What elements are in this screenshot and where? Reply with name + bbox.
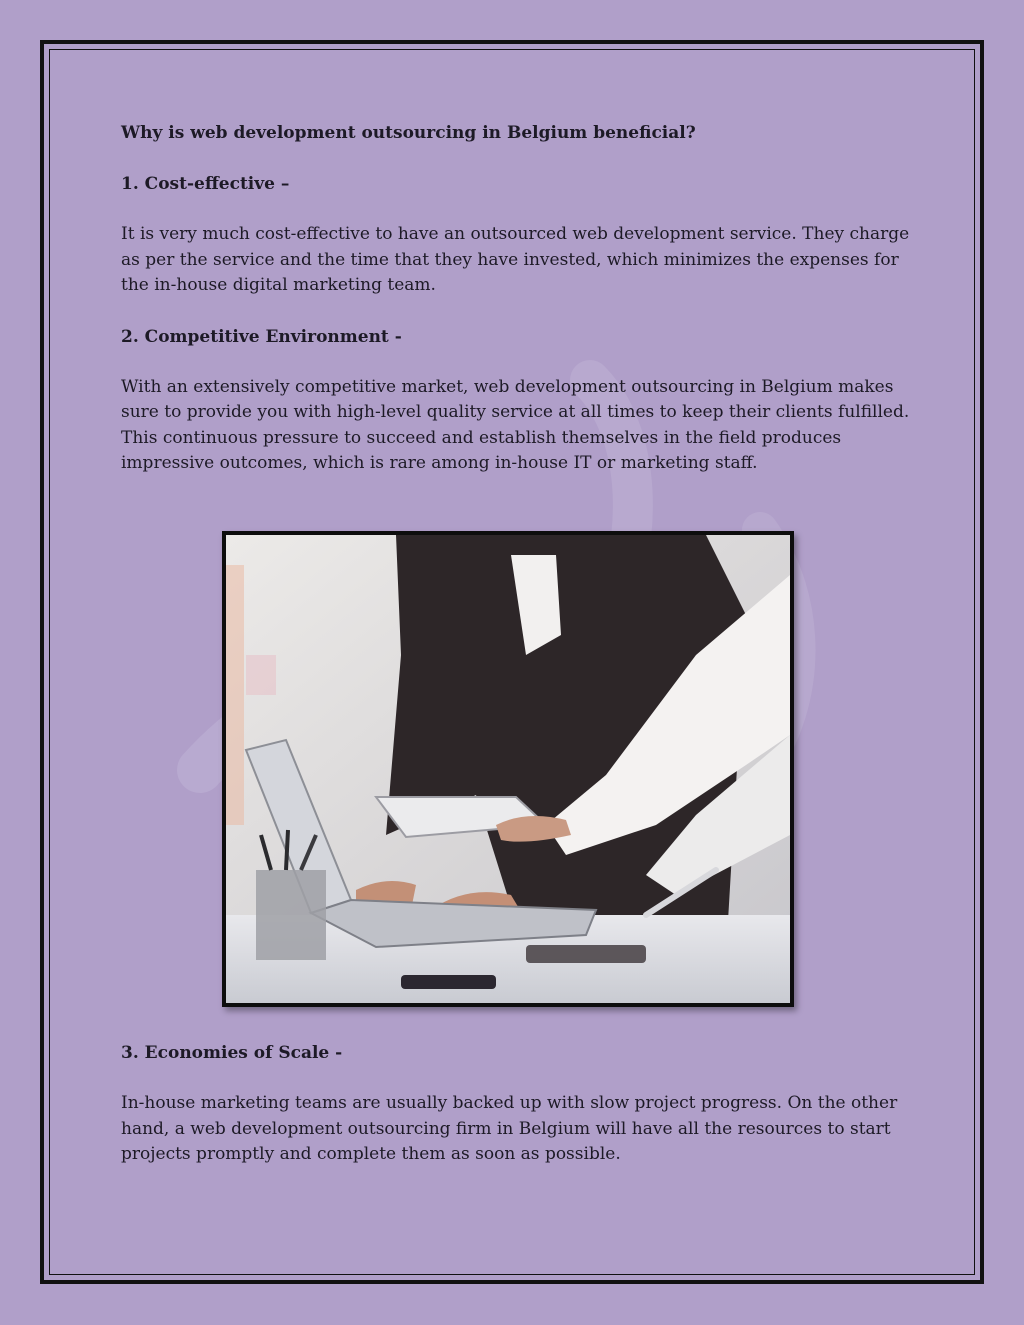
office-team-laptop-photo-icon [226,535,790,1003]
article-body [121,120,921,477]
section-body-cost-effective: It is very much cost-effective to have an outsourced web development service. They charge as per the service and the time that they have invested, which minimizes the expenses for the in-house digital marketing team. [121,224,910,295]
section-body-economies-of-scale: In-house marketing teams are usually backed up with slow project progress. On the other hand, a web development outsourcing firm in Belgium will have all the resources to start projects promptly and complete them as soon as possible. [121,1093,898,1164]
section-heading-cost-effective: 1. Cost-effective – [121,174,290,194]
office-team-photo [222,531,794,1007]
article-title: Why is web development outsourcing in Belgium beneficial? [121,123,696,143]
section-body-competitive-environment: With an extensively competitive market, web development outsourcing in Belgium makes sure to provide you with high-level quality service at all times to keep their clients fulfilled. This continuous pressure to succeed and establish themselves in the field produces impressive outcomes, which is rare among in-house IT or marketing staff. [121,376,910,473]
section-heading-competitive-environment: 2. Competitive Environment - [121,326,402,347]
section-economies [121,1040,921,1168]
section-heading-economies-of-scale: 3. Economies of Scale - [121,1043,343,1063]
